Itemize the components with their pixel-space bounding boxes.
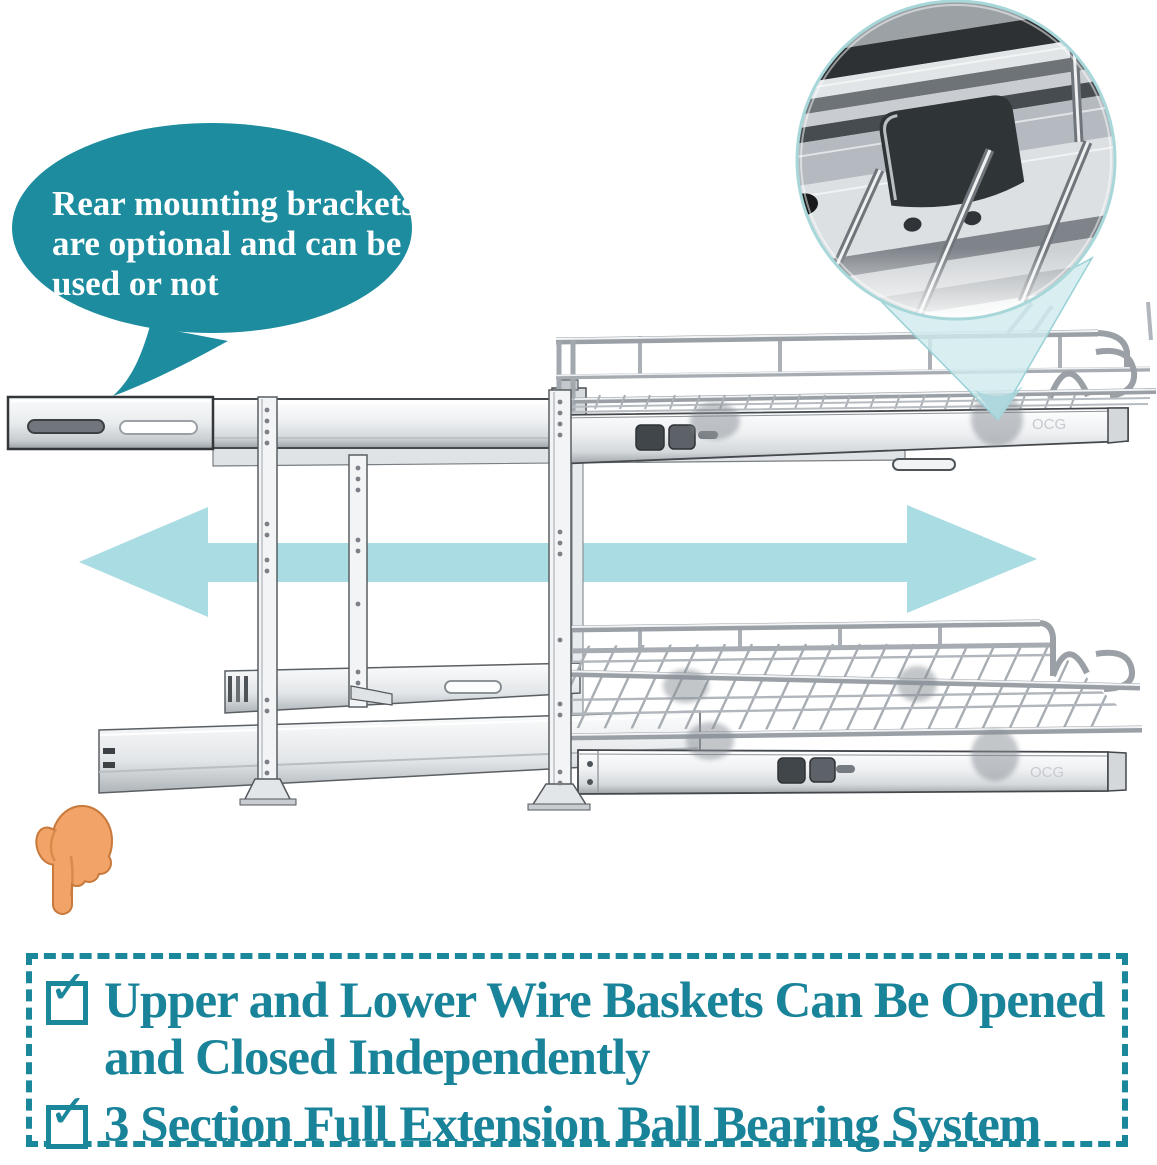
lower-basket-handle-wire bbox=[1053, 654, 1087, 676]
slide-lock-latch bbox=[778, 758, 805, 783]
frame-post-mid bbox=[349, 455, 367, 707]
checklist-item bbox=[46, 960, 1112, 1087]
checklist-item bbox=[46, 1084, 1112, 1154]
checklist-item-text bbox=[104, 1097, 1040, 1154]
checklist-line: and Closed Independently bbox=[104, 1030, 650, 1086]
checklist-line: Upper and Lower Wire Baskets Can Be Opened bbox=[104, 973, 1105, 1029]
embossed-logo: OCG bbox=[1032, 416, 1067, 433]
hand-pointing-down-icon bbox=[33, 807, 111, 913]
checkmark-glyph: ✓ bbox=[49, 1084, 88, 1138]
upper-wire-basket bbox=[552, 302, 1156, 470]
slide-lock-latch bbox=[636, 425, 664, 450]
bubble-line: are optional and can be bbox=[52, 224, 402, 263]
checkbox-checked-icon bbox=[46, 960, 88, 1025]
checklist-line: 3 Section Full Extension Ball Bearing System bbox=[104, 1097, 1041, 1153]
plate-slot-light bbox=[120, 421, 197, 434]
speech-bubble-tail bbox=[113, 326, 228, 396]
frame-post-center bbox=[549, 390, 571, 802]
bubble-line: used or not bbox=[52, 264, 219, 303]
speech-bubble-text bbox=[52, 184, 422, 304]
bubble-line: Rear mounting brackets bbox=[52, 184, 415, 223]
plate-slot-dark bbox=[28, 420, 104, 433]
checkbox-checked-icon bbox=[46, 1084, 88, 1149]
feature-checklist bbox=[26, 953, 1128, 1153]
frame-post-left bbox=[258, 397, 277, 783]
checklist-item-text bbox=[104, 973, 1104, 1087]
lower-slide-rail bbox=[578, 750, 1126, 794]
checkmark-glyph: ✓ bbox=[49, 960, 88, 1014]
release-lever bbox=[893, 459, 955, 470]
lower-wire-basket bbox=[550, 621, 1142, 794]
embossed-logo: OCG bbox=[1030, 764, 1065, 781]
